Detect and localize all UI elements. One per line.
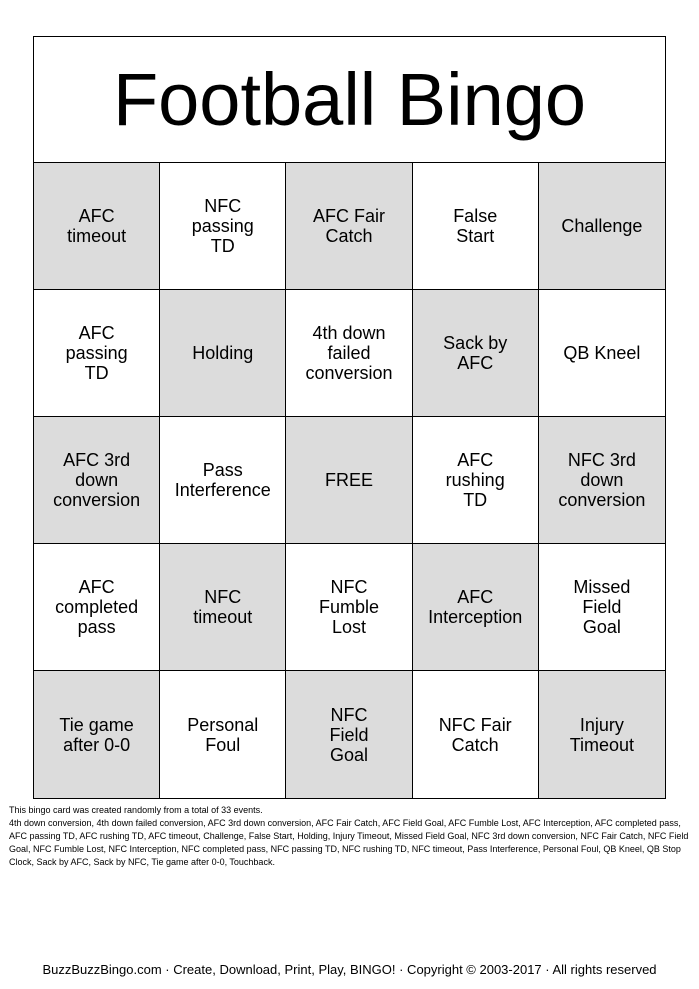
description-event-list: 4th down conversion, 4th down failed conversion, AFC 3rd down conversion, AFC Fair Catch, AFC Field Goal, AFC Fumble Lost, AFC Interception, AFC completed pass, AFC passing TD, AFC rushing TD, AFC timeout, Challenge, False Start, Holding, Injury Timeout, Missed Field Goal, NFC 3rd down conversion, NFC Fair Catch, NFC Field Goal, NFC Fumble Lost, NFC Interception, NFC completed pass, NFC passing TD, NFC rushing TD, NFC timeout, Pass Interference, Personal Foul, QB Kneel, QB Stop Clock, Sack by AFC, Sack by NFC, Tie game after 0-0, Touchback. [9,818,689,867]
bingo-cell: Sack by AFC [413,290,539,417]
bingo-cell: AFC rushing TD [413,417,539,544]
bingo-cell: AFC timeout [34,163,160,290]
bingo-cell: False Start [413,163,539,290]
bingo-cell: AFC completed pass [34,544,160,671]
bingo-cell: FREE [286,417,412,544]
bingo-cell: Challenge [539,163,665,290]
bingo-cell: 4th down failed conversion [286,290,412,417]
bingo-cell: AFC Interception [413,544,539,671]
bingo-cell: Pass Interference [160,417,286,544]
card-description [9,804,693,869]
bingo-grid [34,163,665,798]
bingo-cell: Tie game after 0-0 [34,671,160,798]
bingo-cell: Personal Foul [160,671,286,798]
bingo-cell: Missed Field Goal [539,544,665,671]
bingo-cell: NFC 3rd down conversion [539,417,665,544]
bingo-cell: NFC Fumble Lost [286,544,412,671]
bingo-cell: NFC timeout [160,544,286,671]
footer-copyright: BuzzBuzzBingo.com · Create, Download, Print, Play, BINGO! · Copyright © 2003-2017 · All rights reserved [42,962,657,977]
bingo-cell: NFC Fair Catch [413,671,539,798]
card-title: Football Bingo [34,37,665,163]
bingo-cell: Injury Timeout [539,671,665,798]
bingo-cell: Holding [160,290,286,417]
bingo-cell: AFC passing TD [34,290,160,417]
description-summary: This bingo card was created randomly from a total of 33 events. [9,805,263,815]
bingo-cell: QB Kneel [539,290,665,417]
bingo-card [33,36,666,799]
bingo-cell: AFC Fair Catch [286,163,412,290]
bingo-cell: AFC 3rd down conversion [34,417,160,544]
bingo-cell: NFC Field Goal [286,671,412,798]
bingo-cell: NFC passing TD [160,163,286,290]
